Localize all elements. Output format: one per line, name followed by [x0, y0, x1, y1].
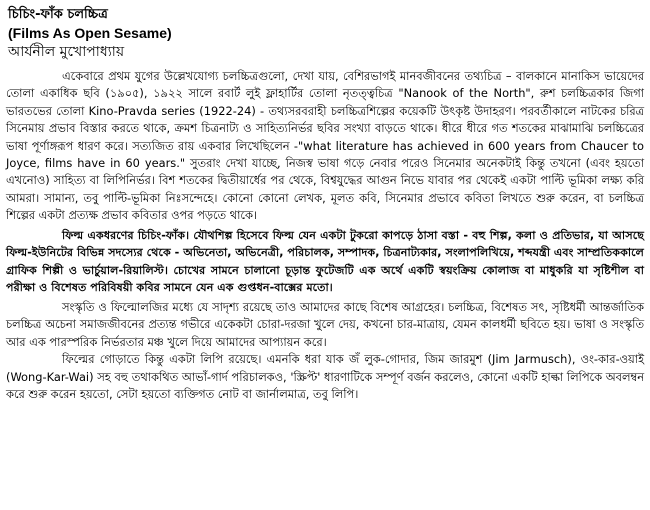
paragraph-4: ফিল্মের গোড়াতে কিন্তু একটা লিপি রয়েছে। এমনকি ধরা যাক জঁ লুক-গোদার, জিম জারমুশ (Jim Jarmusch), ওং-কার-ওয়াই (Wong-Kar-Wai) সহ বহু তথাকথিত আভাঁ-গার্দ পরিচালকও, 'স্ক্রিপ্ট' ধারণাটিকে সম্পূর্ণ বর্জন করলেও, কোনো একটি হাল্কা লিপিকে অবলম্বন করে শুরু করেন হয়তো, সেটা হয়তো ব্যক্তিগত নোট বা জার্নালমাত্র, তবু লিপি। [6, 352, 644, 402]
paragraph-2: ফিল্ম একধরণের চিচিং-ফাঁক। যৌথশিল্প হিসেবে ফিল্ম যেন একটা টুকরো কাপড়ে ঠাসা বস্তা - বহু শিল্প, কলা ও প্রতিভার, যা আসছে ফিল্ম-ইউনিটের বিভিন্ন সদস্যের থেকে - অভিনেতা, অভিনেত্রী, পরিচালক, সম্পাদক, চিত্রনাট্যকার, সংলাপলিখিয়ে, শব্দযন্ত্রী এবং সাম্প্রতিককালে গ্রাফিক শিল্পী ও ভার্চুয়াল-রিয়ালিস্ট। চোখের সামনে চালানো চূড়ান্ত ফুটেজটি এক অর্থে একটি স্বয়ংক্রিয় কোলাজ বা মাধুকরি যা সৃষ্টিশীল বা পরীক্ষা ও বিশেষত পরিবিষয়ী কবির সামনে যেন এক গুপ্তধন-বাক্সের মতো। [6, 228, 644, 295]
article-title-bengali: চিচিং-ফাঁক চলচ্চিত্র [8, 7, 108, 22]
article-title-english: (Films As Open Sesame) [8, 25, 172, 41]
article-author: আর্যনীল মুখোপাধ্যায় [8, 44, 125, 60]
article-header [8, 6, 644, 62]
article-body [6, 68, 644, 403]
paragraph-3: সংস্কৃতি ও ফিল্মোলজির মধ্যে যে সাদৃশ্য রয়েছে তাও আমাদের কাছে বিশেষ আগ্রহের। চলচ্চিত্র, বিশেষত সৎ, সৃষ্টিধর্মী আন্তর্জাতিক চলচ্চিত্র অচেনা সমাজজীবনের প্রত্যন্ত গভীরে একেকটা চোরা-দরজা খুলে দেয়, কখনো চার-মাত্রায়, যেমন কালধর্মী ছবিতে হয়। ভাষা ও সংস্কৃতি আর এক পারস্পরিক নির্ভরতার মঞ্চ খুলে দিয়ে আমাদের আপ্যায়ন করে। [6, 300, 644, 349]
paragraph-1: একেবারে প্রথম যুগের উল্লেখযোগ্য চলচ্চিত্রগুলো, দেখা যায়, বেশিরভাগই মানবজীবনের তথ্যচিত্র – বালকানে মানাকিস ভায়েদের তোলা একাধিক ছবি (১৯০৫), ১৯২২ সালে রবার্ট লুই ফ্লাহার্টির তোলা নৃতত্ত্বচিত্র "Nanook of the North", রুশ চলচ্চিত্রকার জিগা ভারতভের তোলা Kino-Pravda series (1922-24) - তথ্যসরবরাহী চলচ্চিত্রশিল্পের কয়েকটি উৎকৃষ্ট উদাহরণ। পরবর্তীকালে নাটকের চরিত্র সিনেমায় প্রভাব বিস্তার করতে থাকে, ক্রমশ চিত্রনাট্য ও সাহিত্যনির্ভর ছবির সংখ্যা বাড়তে থাকে। ধীরে ধীরে গত শতকের মাঝামাঝি চলচ্চিত্রের ভাষা পূর্ণাঙ্গরূপ ধারণ করে। সত্যজিত রায় একবার লিখেছিলেন -"what literature has achieved in 600 years from Chaucer to Joyce, films have in 60 years." সুতরাং দেখা যাচ্ছে, নিজস্ব ভাষা গড়ে নেবার পরেও সিনেমার অনেকটাই কিন্তু তখনো (এবং হয়তো এখনোও) সাহিত্য বা লিপিনির্ভর। বিশ শতকের দ্বিতীয়ার্ধের পর থেকে, বিশ্বযুদ্ধের আগুন নিভে যাবার পর থেকেই একটা পাল্টি ভূমিকা লক্ষ্য করি আমরা। সামান্য, তবু পাল্টি-ভূমিকা নিঃসন্দেহে। কোনো কোনো লেখক, মূলত কবি, সিনেমার প্রভাবে কবিতা লিখতে শুরু করেন, বা চলচ্চিত্র শিল্পের একটা প্রত্যক্ষ প্রভাব কবিতার ওপর পড়তে থাকে। [6, 69, 644, 223]
